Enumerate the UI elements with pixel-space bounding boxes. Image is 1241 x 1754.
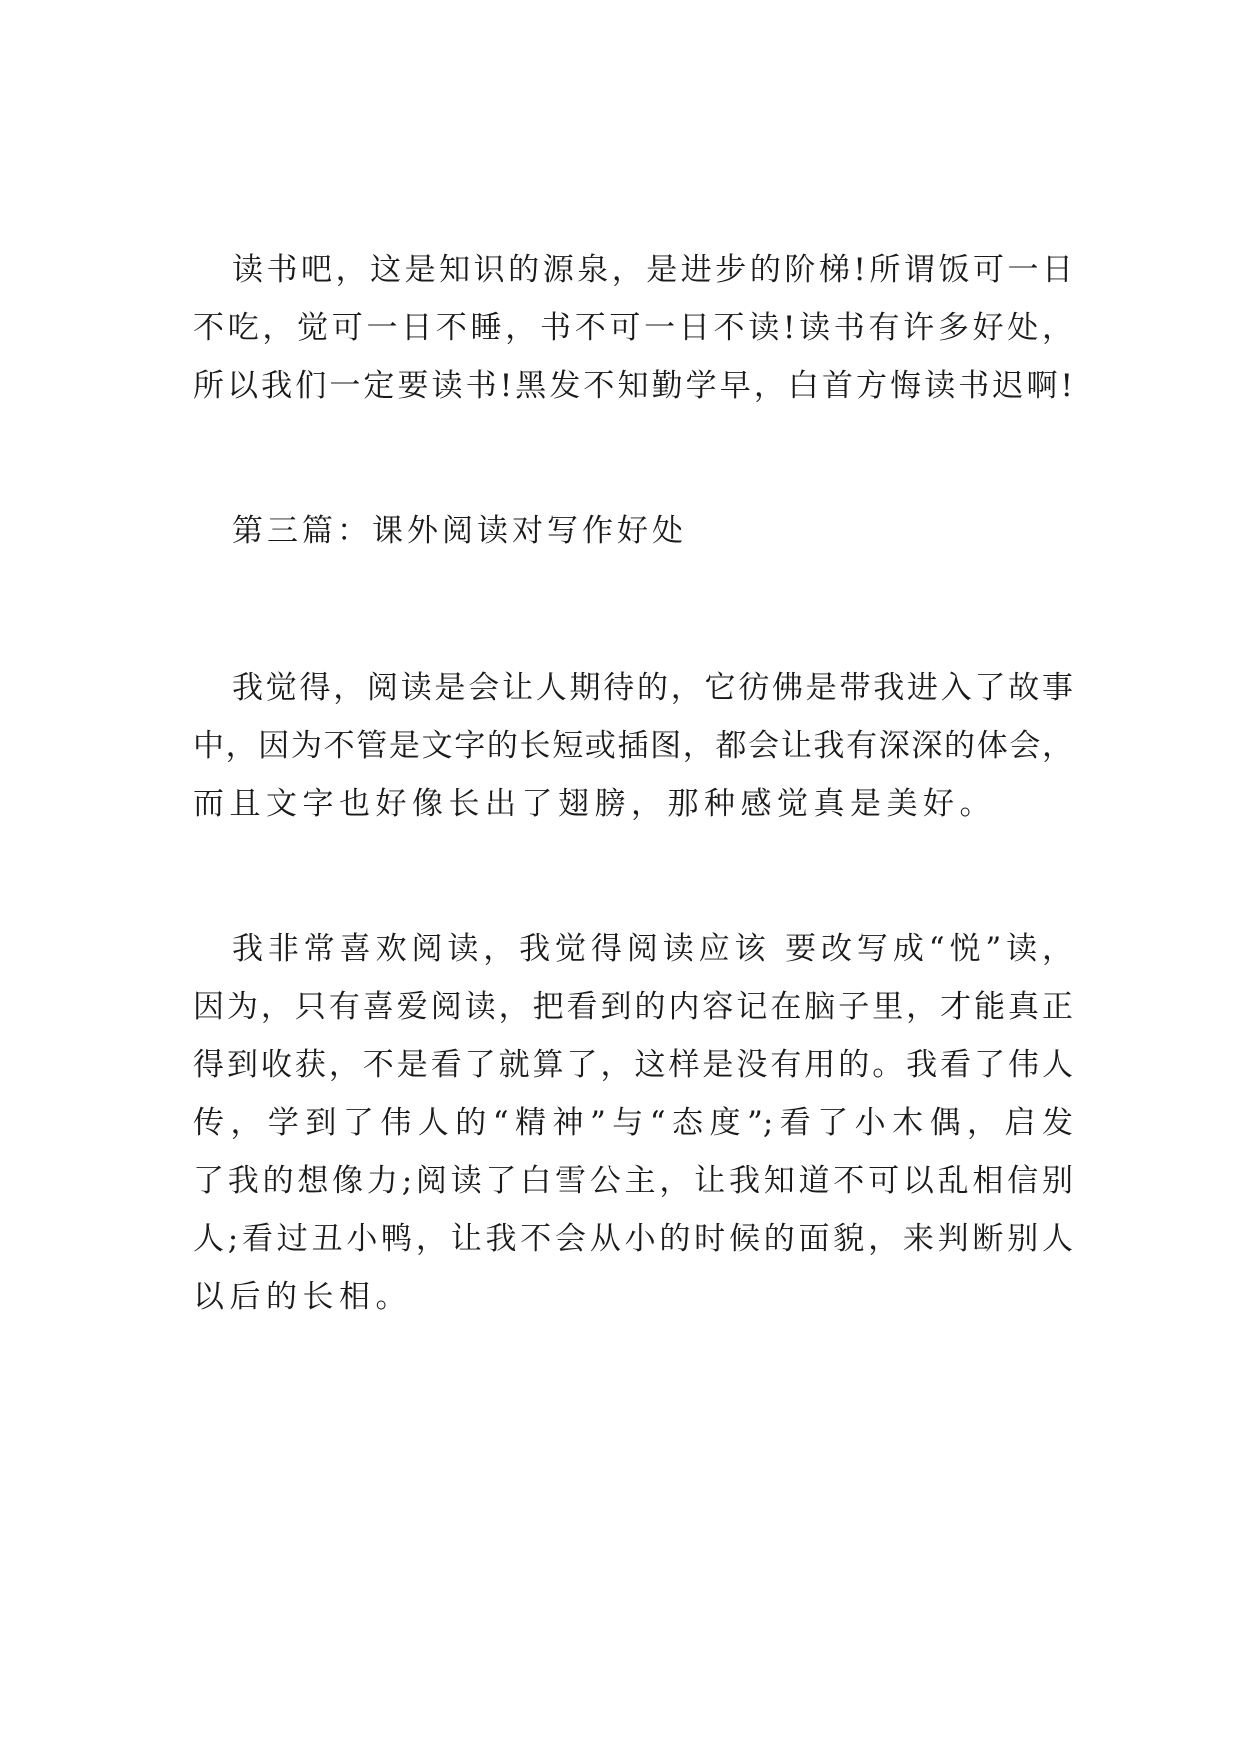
paragraph-1-line-2: 不吃，觉可一日不睡，书不可一日不读!读书有许多好处， <box>193 310 1073 346</box>
paragraph-3-line-7: 以后的长相。 <box>193 1279 412 1315</box>
paragraph-1-line-1: 读书吧，这是知识的源泉，是进步的阶梯!所谓饭可一日 <box>232 252 1073 288</box>
section-heading: 第三篇：课外阅读对写作好处 <box>232 513 687 549</box>
paragraph-2-line-3: 而且文字也好像长出了翅膀，那种感觉真是美好。 <box>193 786 996 822</box>
paragraph-3-line-2: 因为，只有喜爱阅读，把看到的内容记在脑子里，才能真正 <box>193 989 1073 1025</box>
paragraph-2-line-2: 中，因为不管是文字的长短或插图，都会让我有深深的体会， <box>193 728 1073 764</box>
paragraph-3-line-3: 得到收获，不是看了就算了，这样是没有用的。我看了伟人 <box>193 1047 1073 1083</box>
paragraph-3-line-1: 我非常喜欢阅读，我觉得阅读应该 要改写成“悦”读， <box>232 931 1073 967</box>
paragraph-3-line-6: 人;看过丑小鸭，让我不会从小的时候的面貌，来判断别人 <box>193 1221 1073 1257</box>
paragraph-3-line-5: 了我的想像力;阅读了白雪公主，让我知道不可以乱相信别 <box>193 1163 1073 1199</box>
paragraph-2-line-1: 我觉得，阅读是会让人期待的，它彷佛是带我进入了故事 <box>232 670 1073 706</box>
paragraph-1-line-3: 所以我们一定要读书!黑发不知勤学早，白首方悔读书迟啊! <box>193 368 1073 404</box>
paragraph-3-line-4: 传，学到了伟人的“精神”与“态度”;看了小木偶，启发 <box>193 1105 1073 1141</box>
